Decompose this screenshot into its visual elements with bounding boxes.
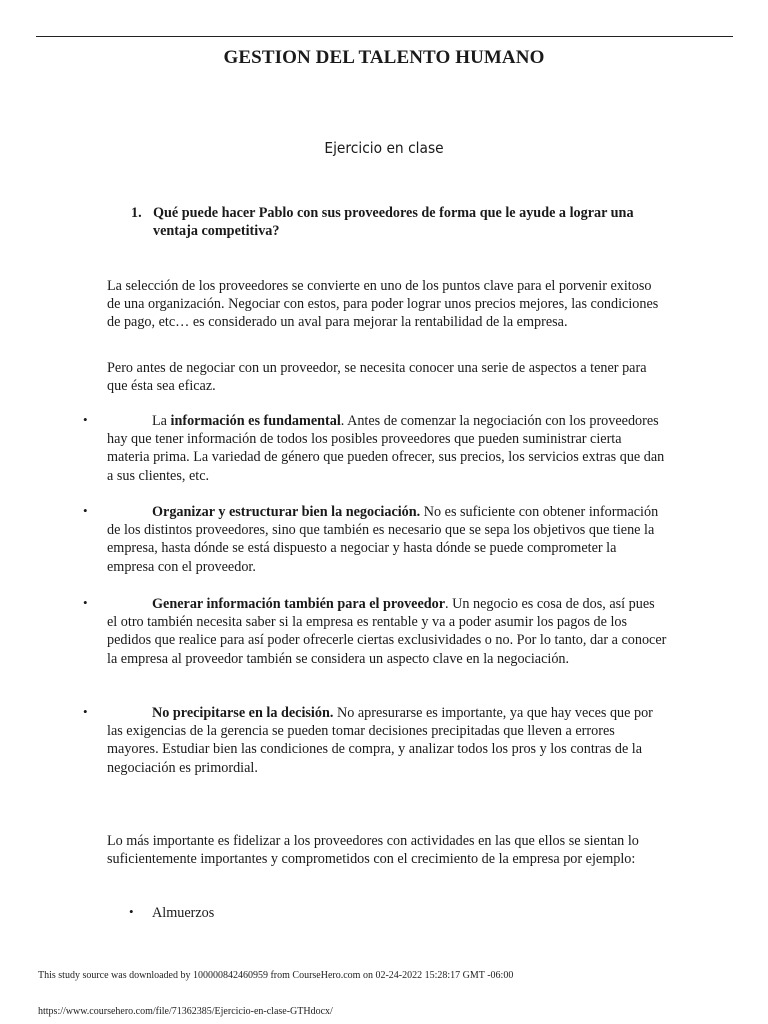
header-rule [36,36,733,37]
bullet-paragraph-generate [107,595,667,668]
bullet-body: No apresurarse es importante, ya que hay veces que por las exigencias de la gerencia se pueden tomar decisiones precipitadas que lleven a errores mayores. Estudiar bien las condiciones de compra, y analizar todos los pros y los contras de la negociación es primordial. [107,705,653,776]
bullet-bold-heading: Organizar y estructurar bien la negociación. [152,504,421,520]
source-url: https://www.coursehero.com/file/71362385/Ejercicio-en-clase-GTHdocx/ [38,1006,333,1017]
bullet-marker: • [83,704,88,719]
question-number: 1. [131,205,142,221]
bullet-body: . Antes de comenzar la negociación con los proveedores hay que tener información de todos los posibles proveedores que pueden suministrar cierta materia prima. La variedad de género que pueden ofrecer, sus precios, los servicios extras que dan a sus clientes, etc. [107,413,665,484]
bullet-bold-heading: No precipitarse en la decisión. [152,705,334,721]
document-title: GESTION DEL TALENTO HUMANO [223,47,545,68]
bullet-paragraph-no-rush [107,704,667,777]
example-item: Almuerzos [152,905,215,921]
bullet-body: No es suficiente con obtener información de los distintos proveedores, sino que también es necesario que se sepa los objetivos que tiene la empresa, hasta dónde se está dispuesto a negociar y hasta dónde se puede comprometer la empresa con el proveedor. [107,504,659,575]
bullet-marker: • [83,503,88,518]
download-source-notice: This study source was downloaded by 100000842460959 from CourseHero.com on 02-24-2022 15:28:17 GMT -06:00 [38,970,514,981]
document-subtitle: Ejercicio en clase [324,139,444,157]
bullet-marker: • [83,595,88,610]
intro-paragraph-1: La selección de los proveedores se convierte en uno de los puntos clave para el porvenir exitoso de una organización. Negociar con estos, para poder lograr unos precios mejores, las condiciones de pago, etc… es considerado un aval para mejorar la rentabilidad de la empresa. [107,278,659,331]
closing-paragraph: Lo más importante es fidelizar a los proveedores con actividades en las que ellos se sientan lo suficientemente importantes y comprometidos con el crecimiento de la empresa por ejemplo: [107,833,639,868]
example-bullet-marker: • [129,904,134,919]
bullet-bold-heading: información es fundamental [170,413,341,429]
bullet-prefix: La [152,413,171,429]
intro-paragraph-2: Pero antes de negociar con un proveedor, se necesita conocer una serie de aspectos a tener para que ésta sea eficaz. [107,360,647,395]
question-text: Qué puede hacer Pablo con sus proveedores de forma que le ayude a lograr una ventaja competitiva? [153,205,634,239]
bullet-paragraph-organize [107,503,667,576]
bullet-marker: • [83,412,88,427]
bullet-paragraph-information [107,412,667,485]
question-item [131,204,651,240]
bullet-bold-heading: Generar información también para el proveedor [152,596,446,612]
bullet-body: . Un negocio es cosa de dos, así pues el otro también necesita saber si la empresa es rentable y va a poder asumir los pagos de los pedidos que realice para así poder ofrecerle ciertas exclusividades o no. Por lo tanto, dar a conocer la empresa al proveedor también se considera un aspecto clave en la negociación. [107,596,667,667]
